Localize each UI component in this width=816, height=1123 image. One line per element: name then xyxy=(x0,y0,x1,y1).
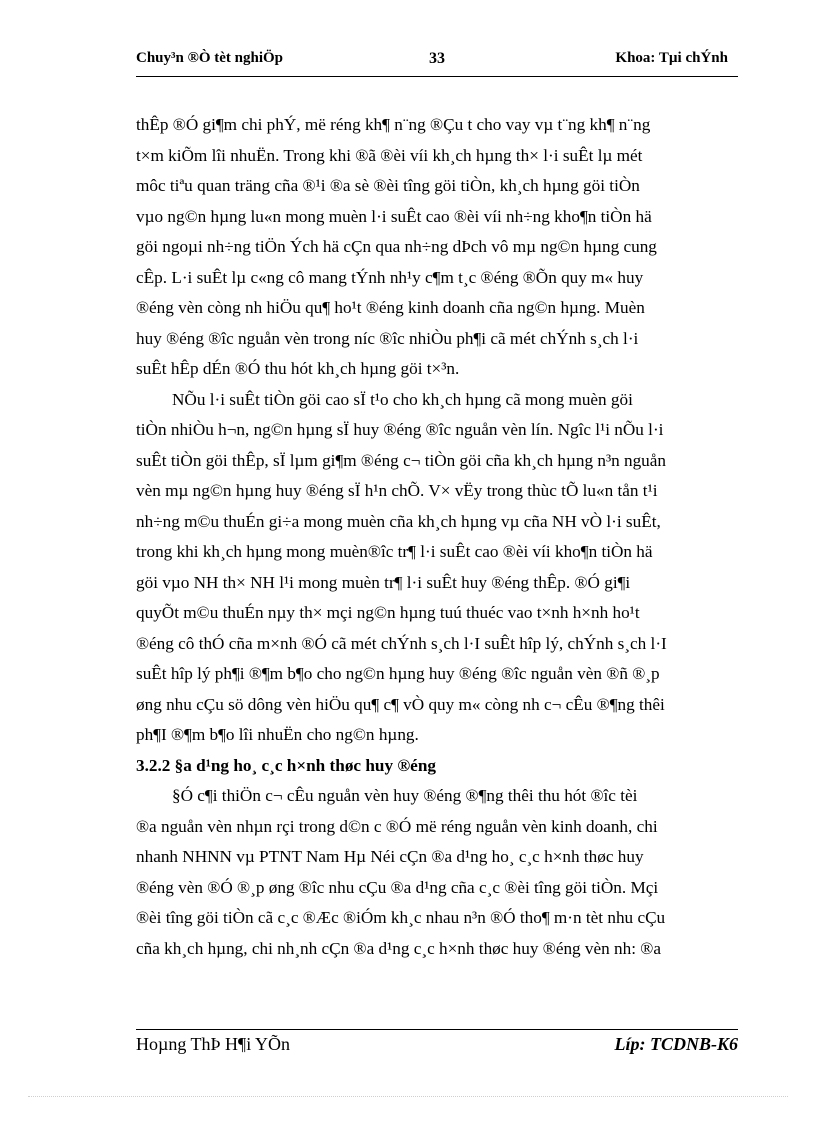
body-line: huy ®éng ®îc nguån vèn trong níc ®îc nhiÒu ph¶i cã mét chÝnh s¸ch l·i xyxy=(136,328,639,348)
body-line: suÊt hîp lý ph¶i ®¶m b¶o cho ng©n hµng huy ®éng ®îc nguån vèn ®ñ ®¸p xyxy=(136,664,660,683)
body-line: øng nhu cÇu sö dông vèn hiÖu qu¶ c¶ vÒ quy m« còng nh c¬ cÊu ®¶ng thêi xyxy=(136,694,665,714)
section-heading: 3.2.2 §a d¹ng ho¸ c¸c h×nh thøc huy ®éng xyxy=(136,755,436,775)
body-line: vµo ng©n hµng lu«n mong muèn l·i suÊt cao ®èi víi nh÷ng kho¶n tiÒn hä xyxy=(136,206,652,226)
document-body xyxy=(136,110,738,964)
body-line: ®èi tîng göi tiÒn cã c¸c ®Æc ®iÓm kh¸c nhau n³n ®Ó tho¶ m·n tèt nhu cÇu xyxy=(136,908,666,927)
page-footer xyxy=(136,1034,738,1058)
body-line: ®éng vèn ®Ó ®¸p øng ®îc nhu cÇu ®a d¹ng cña c¸c ®èi tîng göi tiÒn. Mçi xyxy=(136,877,659,897)
page-number: 33 xyxy=(429,50,445,67)
body-line: quyÕt m©u thuÉn nµy th× mçi ng©n hµng tuú thuéc vao t×nh h×nh ho¹t xyxy=(136,603,640,622)
page-header xyxy=(136,50,738,72)
body-line: göi vµo NH th× NH l¹i mong muèn tr¶ l·i suÊt huy ®éng thÊp. ®Ó gi¶i xyxy=(136,572,631,592)
body-line: tiÒn nhiÒu h¬n, ng©n hµng sÏ huy ®éng ®îc nguån vèn lín. Ngîc l¹i nÕu l·i xyxy=(136,420,664,439)
body-line: göi ngoµi nh÷ng tiÖn Ých hä cÇn qua nh÷ng dÞch vô mµ ng©n hµng cung xyxy=(136,237,657,256)
page-edge-divider xyxy=(28,1096,788,1097)
footer-rule xyxy=(136,1029,738,1030)
header-rule xyxy=(136,76,738,77)
footer-author: Hoµng ThÞ H¶i YÕn xyxy=(136,1034,291,1054)
header-thesis-title: Chuy³n ®Ò tèt nghiÖp xyxy=(136,50,283,66)
body-line: thÊp ®Ó gi¶m chi phÝ, më réng kh¶ n¨ng ®Çu t cho vay vµ t¨ng kh¶ n¨ng xyxy=(136,115,651,134)
footer-class: Líp: TCDNB-K6 xyxy=(614,1034,738,1054)
body-line: NÕu l·i suÊt tiÒn göi cao sÏ t¹o cho kh¸ch hµng cã mong muèn göi xyxy=(172,389,633,409)
body-line: môc tiªu quan träng cña ®¹i ®a sè ®èi tîng göi tiÒn, kh¸ch hµng göi tiÒn xyxy=(136,176,640,195)
body-line: cÊp. L·i suÊt lµ c«ng cô mang tÝnh nh¹y c¶m t¸c ®éng ®Õn quy m« huy xyxy=(136,267,644,287)
body-line: nhanh NHNN vµ PTNT Nam Hµ Néi cÇn ®a d¹ng ho¸ c¸c h×nh thøc huy xyxy=(136,847,644,866)
body-line: cña kh¸ch hµng, chi nh¸nh cÇn ®a d¹ng c¸c h×nh thøc huy ®éng vèn nh: ®a xyxy=(136,938,661,958)
body-line: ®éng cô thÓ cña m×nh ®Ó cã mét chÝnh s¸ch l·I suÊt hîp lý, chÝnh s¸ch l·I xyxy=(136,633,667,653)
body-line: §Ó c¶i thiÖn c¬ cÊu nguån vèn huy ®éng ®¶ng thêi thu hót ®îc tèi xyxy=(172,786,638,805)
body-line: t×m kiÕm lîi nhuËn. Trong khi ®ã ®èi víi kh¸ch hµng th× l·i suÊt lµ mét xyxy=(136,145,643,165)
header-faculty: Khoa: Tµi chÝnh xyxy=(615,50,728,66)
body-line: trong khi kh¸ch hµng mong muèn®îc tr¶ l·i suÊt cao ®èi víi kho¶n tiÒn hä xyxy=(136,542,653,561)
body-line: ®éng vèn còng nh hiÖu qu¶ ho¹t ®éng kinh doanh cña ng©n hµng. Muèn xyxy=(136,298,645,317)
body-line: vèn mµ ng©n hµng huy ®éng sÏ h¹n chÕ. V× vËy trong thùc tÕ lu«n tån t¹i xyxy=(136,481,658,500)
body-line: ph¶I ®¶m b¶o lîi nhuËn cho ng©n hµng. xyxy=(136,725,419,744)
body-line: suÊt hÊp dÉn ®Ó thu hót kh¸ch hµng göi t×³n. xyxy=(136,359,460,378)
body-line: suÊt tiÒn göi thÊp, sÏ lµm gi¶m ®éng c¬ tiÒn göi cña kh¸ch hµng n³n nguån xyxy=(136,450,667,470)
body-line: ®a nguån vèn nhµn rçi trong d©n c ®Ó më réng nguån vèn kinh doanh, chi xyxy=(136,816,658,836)
body-line: nh÷ng m©u thuÉn gi÷a mong muèn cña kh¸ch hµng vµ cña NH vÒ l·i suÊt, xyxy=(136,511,661,531)
